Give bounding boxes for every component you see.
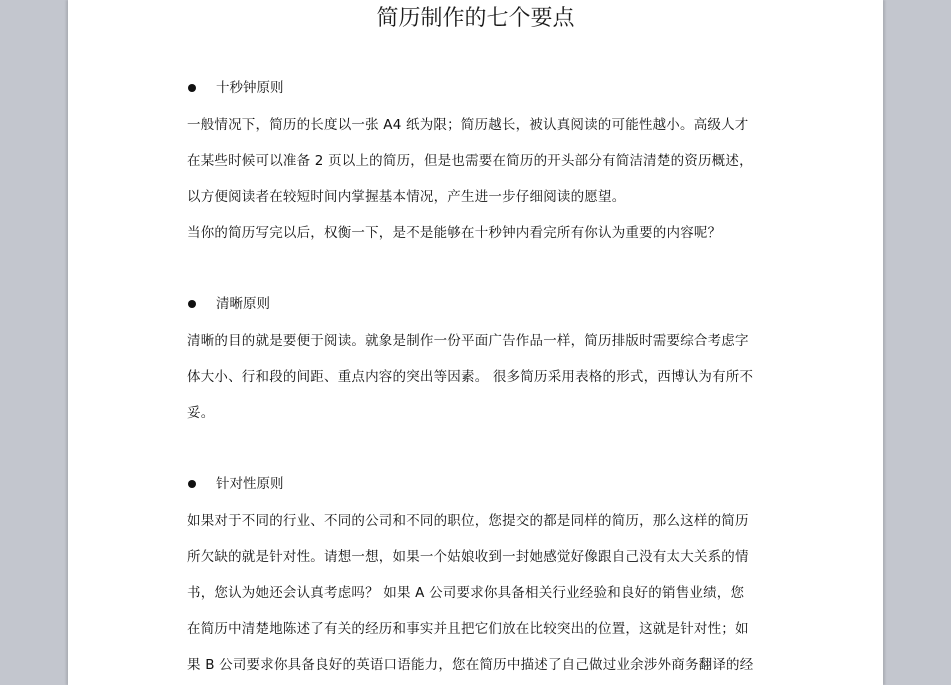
text-line: 所欠缺的就是针对性。请想一想，如果一个姑娘收到一封她感觉好像跟自己没有太大关系的情 [187, 549, 749, 565]
section-heading-text: 针对性原则 [216, 476, 284, 492]
text-line: 一般情况下，简历的长度以一张 A4 纸为限；简历越长，被认真阅读的可能性越小。高级人才 [187, 117, 749, 133]
paragraph [187, 323, 767, 431]
section-heading [187, 79, 767, 97]
text-line: 在某些时候可以准备 2 页以上的简历，但是也需要在简历的开头部分有简洁清楚的资历概述， [187, 153, 753, 169]
section-clarity-rule [187, 295, 767, 313]
text-line: 妥。 [187, 405, 215, 421]
text-line: 体大小、行和段的间距、重点内容的突出等因素。 很多简历采用表格的形式，西博认为有所不 [187, 369, 754, 385]
bullet-icon [188, 84, 196, 92]
section-heading [187, 295, 767, 313]
text-line: 当你的简历写完以后，权衡一下，是不是能够在十秒钟内看完所有你认为重要的内容呢？ [187, 225, 722, 241]
document-page [68, 0, 883, 685]
section-heading-text: 十秒钟原则 [216, 80, 284, 96]
section-body [187, 323, 767, 431]
text-line: 清晰的目的就是要便于阅读。就象是制作一份平面广告作品一样，简历排版时需要综合考虑字 [187, 333, 749, 349]
bullet-icon [188, 480, 196, 488]
paragraph [187, 107, 767, 251]
bullet-icon [188, 300, 196, 308]
section-body [187, 503, 767, 683]
paragraph [187, 503, 767, 683]
section-heading [187, 475, 767, 493]
text-line: 果 B 公司要求你具备良好的英语口语能力，您在简历中描述了自己做过业余涉外商务翻译的经 [187, 657, 754, 673]
section-ten-second-rule [187, 79, 767, 97]
document-title: 简历制作的七个要点 [376, 6, 575, 31]
text-line: 以方便阅读者在较短时间内掌握基本情况，产生进一步仔细阅读的愿望。 [187, 189, 626, 205]
section-heading-text: 清晰原则 [216, 296, 270, 312]
text-line: 书，您认为她还会认真考虑吗？ 如果 A 公司要求你具备相关行业经验和良好的销售业绩，您 [187, 585, 745, 601]
section-body [187, 107, 767, 251]
text-line: 在简历中清楚地陈述了有关的经历和事实并且把它们放在比较突出的位置，这就是针对性；如 [187, 621, 749, 637]
section-targeting-rule [187, 475, 767, 493]
text-line: 如果对于不同的行业、不同的公司和不同的职位，您提交的都是同样的简历，那么这样的简历 [187, 513, 749, 529]
